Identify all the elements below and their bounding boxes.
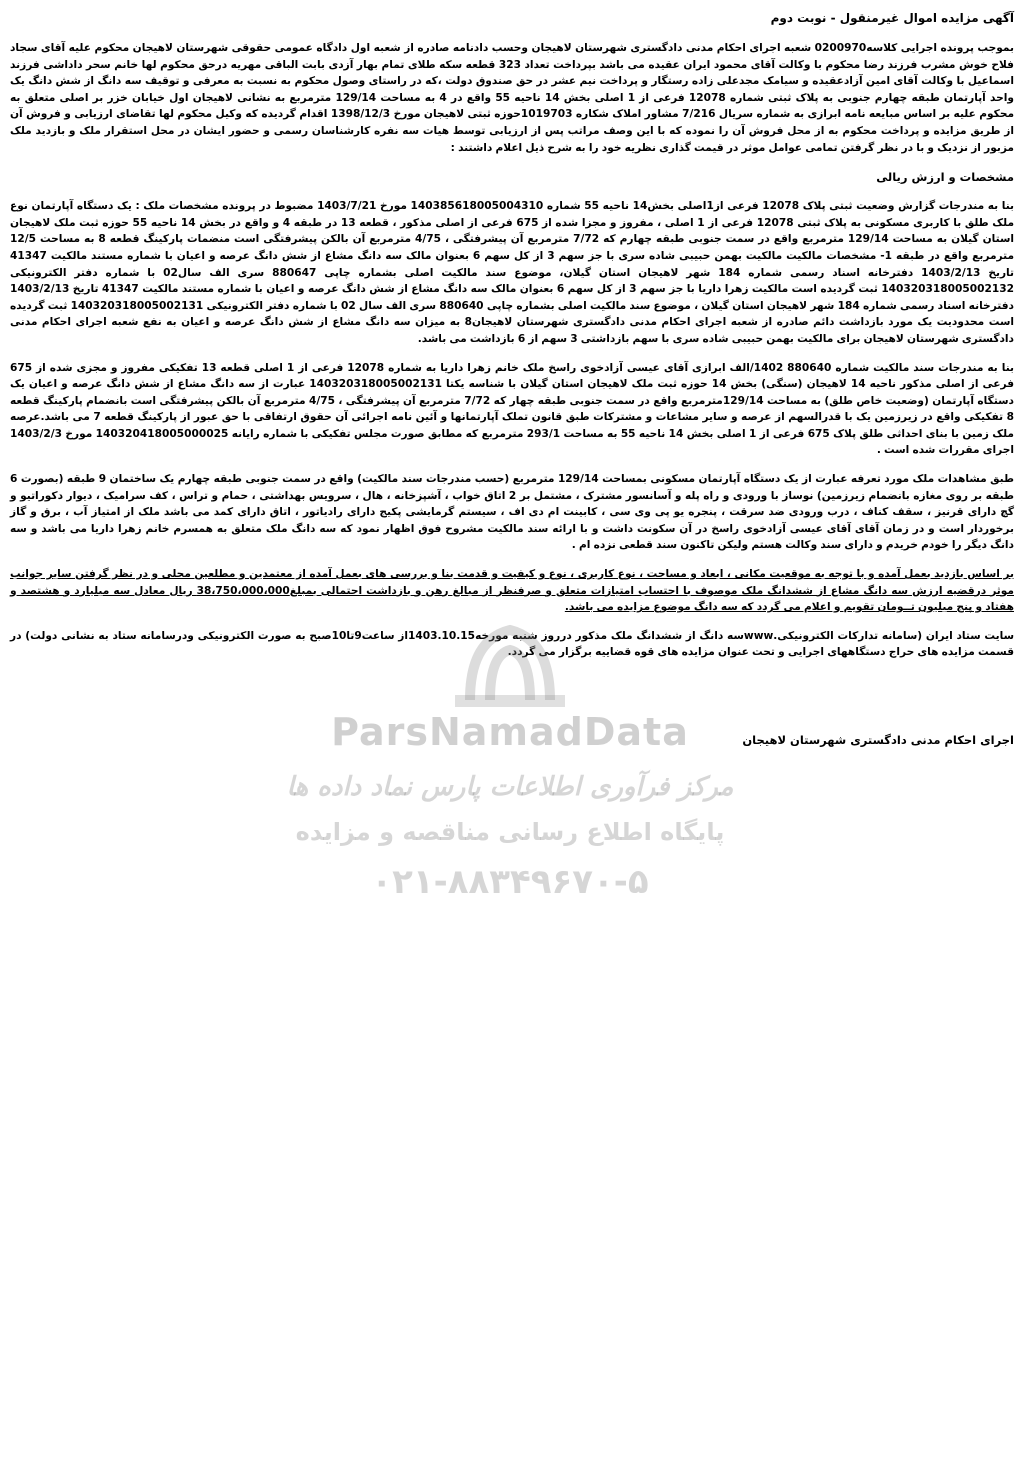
paragraph-title-deed: بنا به مندرجات سند مالکیت شماره 880640 1402/الف ابرازی آقای عیسی آزادخوی راسخ ملک خانم زهرا داریا به شماره 12078 فرعی از 1 اصلی قطعه 13 تفکیکی مفروز و مجزی شده از 675 فرعی از اصلی مذکور ناحیه 14 لاهیجان (سنگی) بخش 14 حوزه ثبت ملک لاهیجان استان گیلان با شناسه یکتا 140320318005002131 عبارت از سه دانگ مشاع از شش دانگ عرصه و اعیان یک دستگاه آپارتمان (وضعیت خاص طلق) به مساحت 129/14مترمربع واقع در سمت جنوبی طبقه چهار که 7/72 مترمربع آن پیشرفتگی ، 4/75 مترمربع آن بالکن پیشرفتگی است بانضمام پارکینگ قطعه 8 تفکیکی واقع در زیرزمین یک با قدرالسهم از عرصه و سایر مشاعات و مشترکات طبق قانون تملک آپارتمانها و آئین نامه اجرائی آن حقوق ارتفاقی با حق عبور از پارکینگ قطعه 7 می باشد.عرصه ملک زمین با بنای احداثی طلق پلاک 675 فرعی از 1 اصلی بخش 14 ناحیه 55 به مساحت 293/1 مترمربع که مطابق صورت مجلس تفکیکی با شماره رایانه 140320418005000025 مورخ 1403/2/3 اجرای مقررات شده است . xyxy=(10,361,1015,457)
watermark-phone: ۰۲۱-۸۸۳۴۹۶۷۰-۵ xyxy=(371,862,649,902)
paragraph-valuation: بر اساس بازدید بعمل آمده و با توجه به موقعیت مکانی ، ابعاد و مساحت ، نوع کاربری ، نوع و کیفیت و قدمت بنا و بررسی های بعمل آمده از معتمدین و مطلعین محلی و در نظر گرفتن سایر جوانب موثر درقضیه ارزش سه دانگ مشاع از ششدانگ ملک موصوف با احتساب امتیازات متعلق و صرفنظر از مبالغ رهن و بازداشت احتمالی بمبلغ38،750،000،000 ریال معادل سه میلیارد و هشتصد و هفتاد و پنج میلیون تــومان تقویم و اعلام می گردد که سه دانگ موضوع مزایده می باشد. xyxy=(10,568,1014,614)
signature-line: اجرای احکام مدنی دادگستری شهرستان لاهیجان xyxy=(742,733,1014,747)
notice-title: آگهی مزایده اموال غیرمنقول - نوبت دوم xyxy=(770,11,1014,25)
paragraph-auction-schedule: سایت ستاد ایران (سامانه تدارکات الکترونیکی.wwwسه دانگ از ششدانگ ملک مذکور درروز شنبه مورخه1403.10.15از ساعت9تا10صبح به صورت الکترونیکی ودرسامانه ستاد به نشانی دولت) در قسمت مزایده های حراج دستگاههای اجرایی و تحت عنوان مزایده های قوه قضاییه برگزار می گردد. xyxy=(10,629,1014,659)
watermark-brand: ParsNamadData xyxy=(331,710,689,754)
paragraph-site-observations: طبق مشاهدات ملک مورد تعرفه عبارت از یک دستگاه آپارتمان مسکونی بمساحت 129/14 مترمربع (حسب مندرجات سند مالکیت) واقع در سمت جنوبی طبقه چهارم یک ساختمان 9 طبقه (بصورت 6 طبقه بر روی مغازه بانضمام زیرزمین) نوساز با ورودی و راه پله و آسانسور مشترک ، مشتمل بر 2 اتاق خواب ، آشپزخانه ، هال ، سرویس بهداشتی ، حمام و تراس ، کف سرامیک ، دیوار دکوراتیو و گچ دارای قرنیز ، سقف کناف ، درب ورودی ضد سرقت ، پنجره یو پی وی سی ، کابینت ام دی اف ، سیستم گرمایشی پکیج دارای رادیاتور ، اتاق دارای کمد می باشد ملک از امتیاز آب ، برق و گاز برخوردار است و در زمان آقای آقای عیسی آزادخوی راسخ در آن سکونت داشت و با ارائه سند مالکیت مشروح فوق اظهار نمود که سه دانگ ملک متعلق به همسرم خانم زهرا داریا می باشد و سه دانگ دیگر را خودم خریدم و دارای سند وکالت هستم ولیکن تاکنون سند قطعی نزده ام . xyxy=(10,473,1014,552)
paragraph-registry-report: بنا به مندرجات گزارش وضعیت ثبتی پلاک 12078 فرعی از1اصلی بخش14 ناحیه 55 شماره 140385618005004310 مورخ 1403/7/21 مضبوط در پرونده مشخصات ملک : یک دستگاه آپارتمان نوع ملک طلق با کاربری مسکونی به پلاک ثبتی 12078 فرعی از 1 اصلی ، مفروز و مجزا شده از 675 فرعی از اصلی مذکور ، قطعه 13 در طبقه 4 و واقع در بخش 14 ناحیه 55 حوزه ثبت ملک لاهیجان استان گیلان به مساحت 129/14 مترمربع واقع در سمت جنوبی طبقه چهارم که 7/72 مترمربع آن پیشرفتگی ، 4/75 مترمربع آن بالکن پیشرفتگی است منضمات پارکینگ قطعه 8 به مساحت 12/5 مترمربع واقع در طبقه 1- مشخصات مالکیت مالکیت بهمن حبیبی شاده سری با جز سهم 3 از کل سهم 6 بعنوان مالک سه دانگ مشاع از شش دانگ عرصه و اعیان با شماره مستند مالکیت 41347 تاریخ 1403/2/13 دفترخانه اسناد رسمی شماره 184 شهر لاهیجان استان گیلان، موضوع سند مالکیت اصلی بشماره چاپی 880647 سری الف سال02 با شماره دفتر الکترونیکی 140320318005002132 ثبت گردیده است مالکیت زهرا داریا با جز سهم 3 از کل سهم 6 بعنوان مالک سه دانگ مشاع از شش دانگ عرصه و اعیان با شماره مستند مالکیت 41347 تاریخ 1403/2/13 دفترخانه اسناد رسمی شماره 184 شهر لاهیجان استان گیلان ، موضوع سند مالکیت اصلی بشماره چاپی 880640 سری الف سال 02 با شماره دفتر الکترونیکی 140320318005002131 ثبت گردیده است محدودیت یک مورد بازداشت دائم صادره از شعبه اجرای احکام مدنی دادگستری شهرستان لاهیجان8 به میزان سه دانگ مشاع از شش دانگ عرصه و اعیان به نفع شعبه اجرای احکام مدنی دادگستری شهرستان لاهیجان برای مالکیت بهمن حبیبی شاده سری با سهم بازداشتی 3 سهم از 6 بازداشت می باشد. xyxy=(10,200,1015,345)
watermark-line-2: پایگاه اطلاع رسانی مناقصه و مزایده xyxy=(295,818,725,846)
paragraph-case-intro: بموجب پرونده اجرایی کلاسه0200970 شعبه اجرای احکام مدنی دادگستری شهرستان لاهیجان وحسب دادنامه صادره از شعبه اول دادگاه عمومی حقوقی شهرستان لاهیجان محکوم علیه آقای سجاد فلاح خوش مشرب فرزند رضا محکوم با وکالت آقای محمود ایران عقیده می باشد بپرداخت تعداد 323 قطعه سکه طلای تمام بهار آزدی بابت الباقی مهریه درحق محکوم لها خانم سحر داداشی فرزند اسماعیل با وکالت آقای امین آزادعقیده و سیامک مجدعلی زاده رستگار و پرداخت نیم عشر در حق صندوق دولت ،که در راستای وصول محکوم به نسبت به معرفی و توقیف سه دانگ از شش دانگ یک واحد آپارتمان طبقه چهارم جنوبی به پلاک ثبتی شماره 12078 فرعی از 1 اصلی بخش 14 ناحیه 55 واقع در 4 به مساحت 129/14 مترمربع به نشانی لاهیجان اول خیابان خزر بر اصلی متعلق به محکوم علیه بر اساس مبایعه نامه ابرازی به شماره سریال 7/216 مشاور املاک شکاره 1019703حوزه ثبتی لاهیجان مورخ 1398/12/3 اقدام گردیده که وکیل محکوم لها تقاضای ارزیابی و فروش آن از طریق مزایده و پرداخت محکوم به از محل فروش آن را نموده که با این وصف مراتب پس از ارزیابی توسط هیات سه نفره کارشناسان رسمی و حضور ایشان در محل استقرار ملک و بازدید ملک مزبور از نزدیک و با در نظر گرفتن تمامی عوامل موثر در قیمت گذاری نظریه خود را به شرح ذیل اعلام داشتند : xyxy=(10,42,1015,154)
section-heading: مشخصات و ارزش ریالی xyxy=(876,170,1014,185)
watermark-line-1: مرکز فرآوری اطلاعات پارس نماد داده ها xyxy=(286,772,734,802)
